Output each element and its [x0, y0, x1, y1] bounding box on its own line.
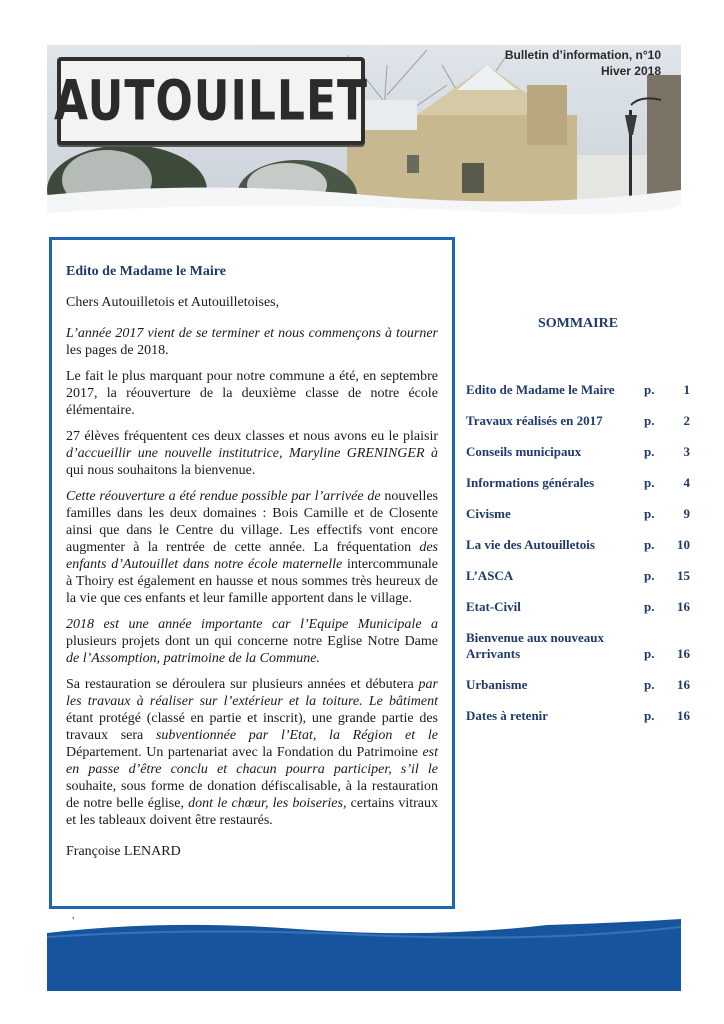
- toc-page-number: 4: [683, 475, 690, 490]
- bulletin-info: [505, 47, 661, 79]
- toc-item-label: Conseils municipaux: [466, 444, 582, 459]
- toc-item-label: Informations générales: [466, 475, 595, 490]
- toc-item[interactable]: [466, 413, 690, 429]
- edito-paragraph-4: [66, 488, 438, 607]
- toc-item[interactable]: [466, 630, 690, 662]
- toc-item-label: Etat-Civil: [466, 599, 521, 614]
- toc-item-label: Dates à retenir: [466, 708, 549, 723]
- toc-page-prefix: p.: [644, 506, 655, 521]
- italic-text: L’année 2017 vient de se terminer et nous commençons à tourner: [66, 326, 438, 341]
- toc-page-prefix: p.: [644, 568, 655, 583]
- toc-page-ref: [644, 382, 690, 398]
- toc-item-label: Civisme: [466, 506, 511, 521]
- toc-page-number: 16: [677, 646, 690, 661]
- text: certains vitraux et les tableaux doivent être restaurés.: [66, 796, 439, 828]
- italic-text: 2018 est une année importante car l’Equipe Municipale a: [66, 617, 438, 632]
- toc-page-ref: [644, 568, 690, 584]
- text: les pages de 2018.: [66, 343, 169, 358]
- toc-item-label: Bienvenue aux nouveaux Arrivants: [466, 630, 604, 661]
- edito-paragraph-3: [66, 428, 438, 479]
- toc-page-ref: [644, 646, 690, 662]
- bulletin-season: Hiver 2018: [600, 64, 661, 78]
- village-sign: [53, 57, 369, 145]
- italic-text: est en passe d’être conclu et chacun pourra participer, s’il le: [66, 745, 438, 777]
- toc-page-number: 16: [677, 677, 690, 692]
- toc-page-prefix: p.: [644, 599, 655, 614]
- italic-text: dont le chœur, les boiseries,: [188, 796, 347, 811]
- toc-item-label: L’ASCA: [466, 568, 514, 583]
- sign-text: AUTOUILLET: [53, 69, 369, 133]
- toc-page-prefix: p.: [644, 677, 655, 692]
- sommaire-title: SOMMAIRE: [537, 316, 619, 331]
- toc-item-label: Urbanisme: [466, 677, 528, 692]
- text: plusieurs projets dont un qui concerne notre Eglise Notre Dame: [66, 634, 438, 649]
- header-banner: [47, 45, 681, 220]
- text: intercommunale à Thoiry est également en hausse et nous sommes très heureux de la vie que ces enfants et leur famille apportent dans le village.: [66, 557, 439, 606]
- toc-item-label: Travaux réalisés en 2017: [466, 413, 603, 428]
- toc-page-number: 1: [683, 382, 690, 397]
- toc-item[interactable]: [466, 599, 690, 615]
- toc-page-prefix: p.: [644, 537, 655, 552]
- toc-item[interactable]: [466, 475, 690, 491]
- bulletin-number: Bulletin d’information, n°10: [504, 48, 661, 62]
- stray-mark: ,: [72, 910, 75, 921]
- toc-page-prefix: p.: [644, 444, 655, 459]
- text: qui nous souhaitons la bienvenue.: [66, 463, 256, 478]
- text: souhaite, sous forme de donation défiscalisable, à la restauration de notre belle église,: [66, 779, 438, 811]
- footer-wave: [47, 915, 681, 991]
- toc-item[interactable]: [466, 444, 690, 460]
- sommaire-list: [466, 382, 690, 739]
- toc-page-ref: [644, 444, 690, 460]
- italic-text: d’accueillir une nouvelle institutrice, Maryline GRENINGER à: [66, 446, 438, 461]
- toc-item-label: La vie des Autouilletois: [466, 537, 595, 552]
- text: nouvelles familles dans les deux domaines : Bois Camille et de Closente ainsi que dans le Centre du village. Les effectifs vont encore augmenter à la rentrée de cette année. La fréquentation: [66, 489, 438, 555]
- toc-item[interactable]: [466, 568, 690, 584]
- edito-greeting: Chers Autouilletois et Autouilletoises,: [66, 295, 280, 310]
- italic-text: par les travaux à réaliser sur l’extérieur et la toiture. Le bâtiment: [66, 677, 438, 709]
- toc-page-ref: [644, 537, 690, 553]
- toc-page-number: 2: [683, 413, 690, 428]
- toc-page-number: 16: [677, 599, 690, 614]
- toc-page-number: 10: [677, 537, 690, 552]
- toc-item[interactable]: [466, 382, 690, 398]
- italic-text: Cette réouverture a été rendue possible par l’arrivée de: [66, 489, 381, 504]
- toc-item[interactable]: [466, 537, 690, 553]
- text: Département. Un partenariat avec la Fondation du Patrimoine: [66, 745, 423, 760]
- italic-text: de l’Assomption, patrimoine de la Commune.: [66, 651, 320, 666]
- italic-text: subventionnée par l’Etat, la Région et le: [155, 728, 438, 743]
- edito-title: Edito de Madame le Maire: [66, 264, 226, 279]
- toc-page-ref: [644, 413, 690, 429]
- edito-box: [49, 237, 455, 909]
- toc-page-prefix: p.: [644, 475, 655, 490]
- toc-page-number: 9: [683, 506, 690, 521]
- toc-page-ref: [644, 475, 690, 491]
- toc-page-prefix: p.: [644, 382, 655, 397]
- text: 27 élèves fréquentent ces deux classes et nous avons eu le plaisir: [66, 429, 438, 444]
- edito-paragraph-6: [66, 676, 438, 829]
- toc-page-ref: [644, 708, 690, 724]
- toc-page-number: 15: [677, 568, 690, 583]
- edito-signature: Françoise LENARD: [66, 844, 181, 859]
- toc-page-ref: [644, 599, 690, 615]
- text: Sa restauration se déroulera sur plusieurs années et débutera: [66, 677, 419, 692]
- edito-paragraph-5: [66, 616, 438, 667]
- toc-page-number: 16: [677, 708, 690, 723]
- toc-page-prefix: p.: [644, 646, 655, 661]
- text: étant protégé (classé en partie et inscrit), une grande partie des travaux sera: [66, 711, 438, 743]
- toc-page-number: 3: [683, 444, 690, 459]
- toc-page-prefix: p.: [644, 413, 655, 428]
- toc-page-ref: [644, 677, 690, 693]
- toc-item[interactable]: [466, 677, 690, 693]
- toc-page-ref: [644, 506, 690, 522]
- edito-paragraph-1: [66, 325, 438, 359]
- toc-item[interactable]: [466, 506, 690, 522]
- toc-page-prefix: p.: [644, 708, 655, 723]
- edito-paragraph-2: Le fait le plus marquant pour notre commune a été, en septembre 2017, la réouverture de la deuxième classe de notre école élémentaire.: [66, 369, 438, 418]
- italic-text: des enfants d’Autouillet dans notre école maternelle: [66, 540, 438, 572]
- toc-item-label: Edito de Madame le Maire: [466, 382, 615, 397]
- toc-item[interactable]: [466, 708, 690, 724]
